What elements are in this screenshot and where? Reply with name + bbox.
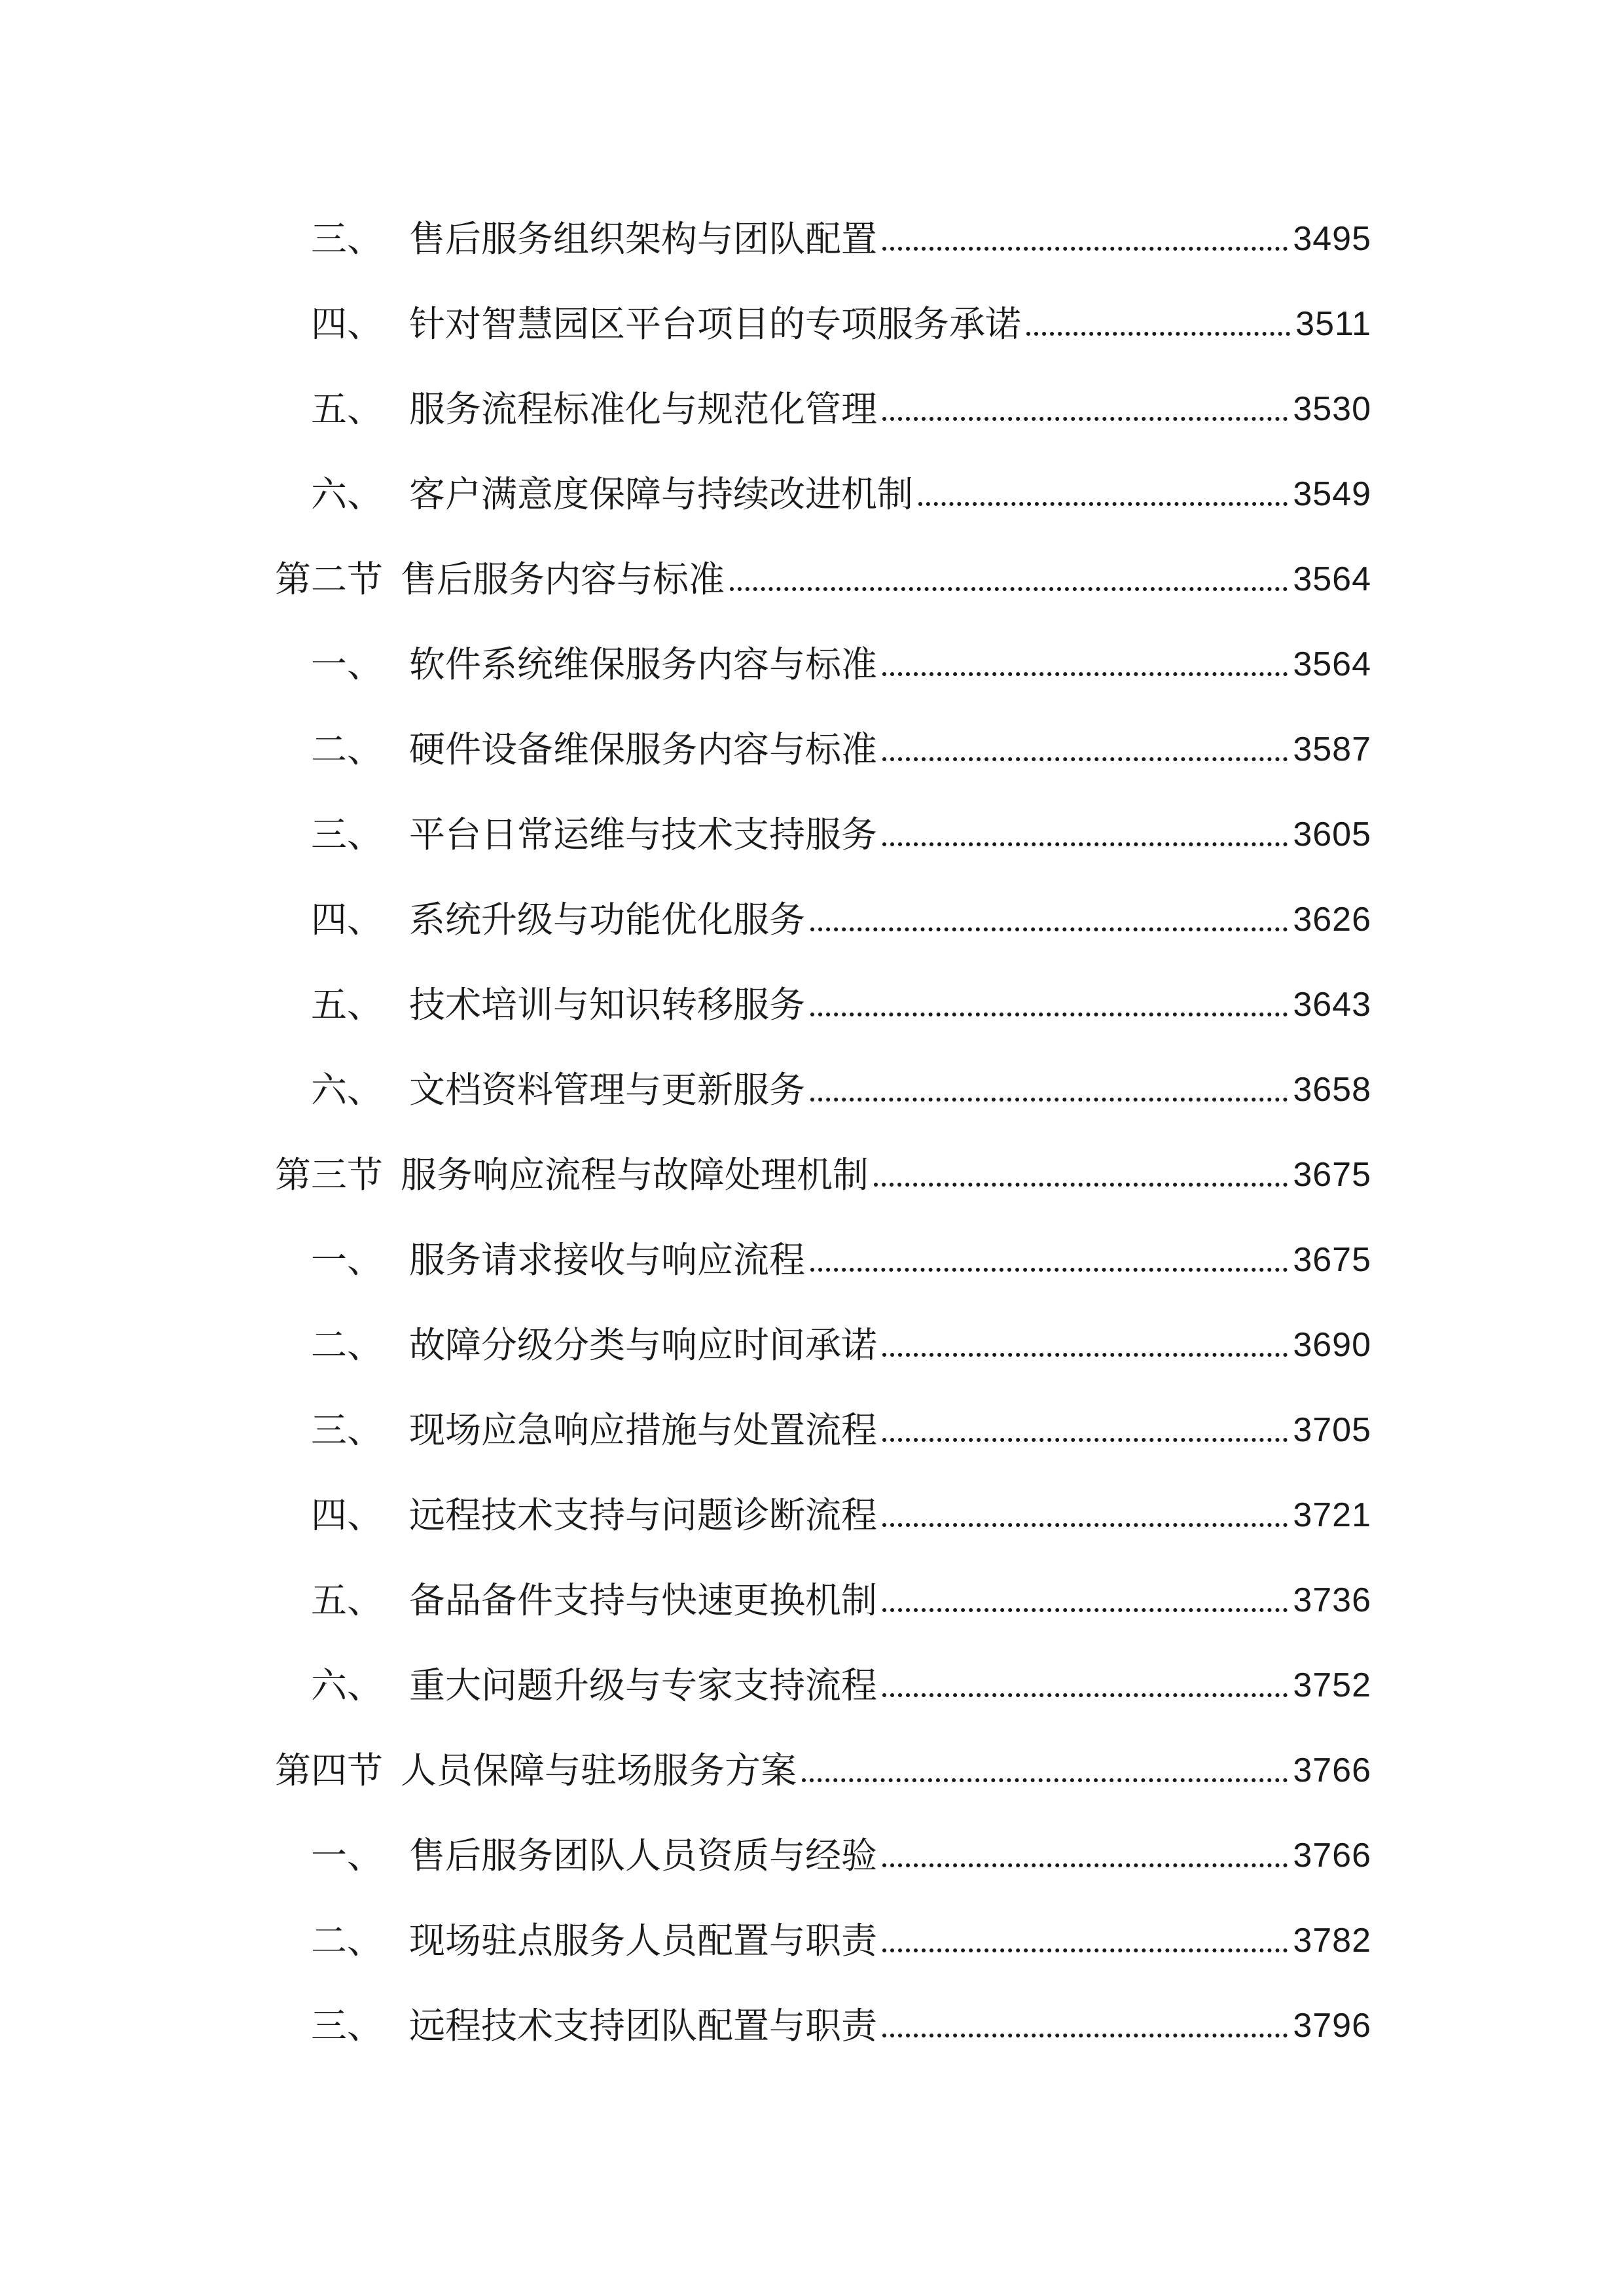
entry-page-number: 3705 xyxy=(1293,1411,1371,1449)
section-number: 第二节 xyxy=(275,558,384,600)
entry-number: 一、 xyxy=(311,643,384,685)
dot-leader xyxy=(882,1653,1288,1718)
entry-number: 三、 xyxy=(311,2005,384,2047)
dot-leader xyxy=(882,1823,1288,1888)
entry-number: 六、 xyxy=(311,1069,384,1111)
dot-leader xyxy=(810,1057,1288,1122)
dot-leader xyxy=(882,632,1288,697)
entry-number: 六、 xyxy=(311,473,384,515)
entry-number: 五、 xyxy=(311,388,384,430)
entry-number: 三、 xyxy=(311,814,384,855)
toc-entry[interactable] xyxy=(275,887,1371,952)
entry-title: 售后服务团队人员资质与经验 xyxy=(409,1835,878,1876)
section-number: 第四节 xyxy=(275,1749,384,1791)
entry-page-number: 3782 xyxy=(1293,1922,1371,1960)
entry-page-number: 3766 xyxy=(1293,1837,1371,1874)
section-number: 第三节 xyxy=(275,1154,384,1196)
dot-leader xyxy=(882,1482,1288,1548)
entry-title: 现场驻点服务人员配置与职责 xyxy=(409,1920,878,1962)
toc-entry[interactable] xyxy=(275,1993,1371,2058)
entry-title: 文档资料管理与更新服务 xyxy=(409,1069,806,1111)
dot-leader xyxy=(882,1908,1288,1973)
entry-title: 备品备件支持与快速更换机制 xyxy=(409,1579,878,1621)
toc-entry[interactable] xyxy=(275,1397,1371,1463)
entry-number: 四、 xyxy=(311,899,384,941)
entry-title: 远程技术支持团队配置与职责 xyxy=(409,2005,878,2047)
entry-number: 三、 xyxy=(311,218,384,260)
toc-entry[interactable] xyxy=(275,1568,1371,1633)
entry-page-number: 3752 xyxy=(1293,1666,1371,1704)
toc-entry[interactable] xyxy=(275,1482,1371,1548)
toc-section-entry[interactable] xyxy=(275,547,1371,612)
entry-page-number: 3511 xyxy=(1295,305,1371,343)
entry-page-number: 3564 xyxy=(1293,560,1371,598)
entry-number: 三、 xyxy=(311,1409,384,1451)
toc-section-entry[interactable] xyxy=(275,1738,1371,1803)
dot-leader xyxy=(882,376,1288,442)
entry-page-number: 3564 xyxy=(1293,645,1371,683)
toc-section-entry[interactable] xyxy=(275,1142,1371,1208)
dot-leader xyxy=(882,717,1288,782)
entry-title: 客户满意度保障与持续改进机制 xyxy=(409,473,914,515)
entry-number: 四、 xyxy=(311,303,384,345)
entry-number: 五、 xyxy=(311,1579,384,1621)
entry-page-number: 3736 xyxy=(1293,1581,1371,1619)
toc-entry[interactable] xyxy=(275,717,1371,782)
toc-entry[interactable] xyxy=(275,206,1371,272)
entry-page-number: 3605 xyxy=(1293,816,1371,853)
toc-entry[interactable] xyxy=(275,1057,1371,1122)
dot-leader xyxy=(810,972,1288,1037)
entry-page-number: 3530 xyxy=(1293,390,1371,428)
dot-leader xyxy=(882,802,1288,867)
toc-entry[interactable] xyxy=(275,461,1371,527)
dot-leader xyxy=(882,1312,1288,1378)
section-title: 人员保障与驻场服务方案 xyxy=(401,1749,797,1791)
dot-leader xyxy=(874,1142,1288,1208)
dot-leader xyxy=(882,1568,1288,1633)
entry-page-number: 3549 xyxy=(1293,475,1371,513)
entry-page-number: 3690 xyxy=(1293,1326,1371,1364)
section-title: 售后服务内容与标准 xyxy=(401,558,725,600)
dot-leader xyxy=(918,461,1288,527)
entry-page-number: 3658 xyxy=(1293,1071,1371,1109)
entry-title: 服务流程标准化与规范化管理 xyxy=(409,388,878,430)
entry-title: 针对智慧园区平台项目的专项服务承诺 xyxy=(409,303,1022,345)
entry-title: 系统升级与功能优化服务 xyxy=(409,899,806,941)
toc-entry[interactable] xyxy=(275,972,1371,1037)
entry-title: 现场应急响应措施与处置流程 xyxy=(409,1409,878,1451)
dot-leader xyxy=(810,1227,1288,1293)
entry-number: 一、 xyxy=(311,1239,384,1281)
toc-entry[interactable] xyxy=(275,1227,1371,1293)
entry-title: 软件系统维保服务内容与标准 xyxy=(409,643,878,685)
toc-entry[interactable] xyxy=(275,1653,1371,1718)
entry-title: 重大问题升级与专家支持流程 xyxy=(409,1664,878,1706)
entry-number: 四、 xyxy=(311,1494,384,1536)
toc-entry[interactable] xyxy=(275,1908,1371,1973)
entry-page-number: 3675 xyxy=(1293,1156,1371,1194)
entry-page-number: 3796 xyxy=(1293,2007,1371,2045)
dot-leader xyxy=(882,1397,1288,1463)
dot-leader xyxy=(802,1738,1288,1803)
entry-page-number: 3626 xyxy=(1293,901,1371,939)
dot-leader xyxy=(1026,291,1290,357)
dot-leader xyxy=(810,887,1288,952)
entry-title: 平台日常运维与技术支持服务 xyxy=(409,814,878,855)
entry-number: 六、 xyxy=(311,1664,384,1706)
entry-number: 五、 xyxy=(311,984,384,1026)
entry-page-number: 3495 xyxy=(1293,220,1371,258)
toc-entry[interactable] xyxy=(275,376,1371,442)
entry-title: 技术培训与知识转移服务 xyxy=(409,984,806,1026)
toc-entry[interactable] xyxy=(275,632,1371,697)
entry-number: 二、 xyxy=(311,1920,384,1962)
entry-number: 二、 xyxy=(311,728,384,770)
entry-title: 售后服务组织架构与团队配置 xyxy=(409,218,878,260)
entry-number: 二、 xyxy=(311,1324,384,1366)
entry-title: 故障分级分类与响应时间承诺 xyxy=(409,1324,878,1366)
entry-page-number: 3675 xyxy=(1293,1241,1371,1279)
entry-page-number: 3587 xyxy=(1293,730,1371,768)
entry-title: 远程技术支持与问题诊断流程 xyxy=(409,1494,878,1536)
toc-entry[interactable] xyxy=(275,1312,1371,1378)
section-title: 服务响应流程与故障处理机制 xyxy=(401,1154,869,1196)
toc-entry[interactable] xyxy=(275,1823,1371,1888)
entry-page-number: 3721 xyxy=(1293,1496,1371,1534)
entry-title: 硬件设备维保服务内容与标准 xyxy=(409,728,878,770)
toc-entry[interactable] xyxy=(275,291,1371,357)
dot-leader xyxy=(882,1993,1288,2058)
dot-leader xyxy=(730,547,1288,612)
toc-entry[interactable] xyxy=(275,802,1371,867)
entry-title: 服务请求接收与响应流程 xyxy=(409,1239,806,1281)
entry-number: 一、 xyxy=(311,1835,384,1876)
dot-leader xyxy=(882,206,1288,272)
entry-page-number: 3643 xyxy=(1293,986,1371,1024)
entry-page-number: 3766 xyxy=(1293,1751,1371,1789)
